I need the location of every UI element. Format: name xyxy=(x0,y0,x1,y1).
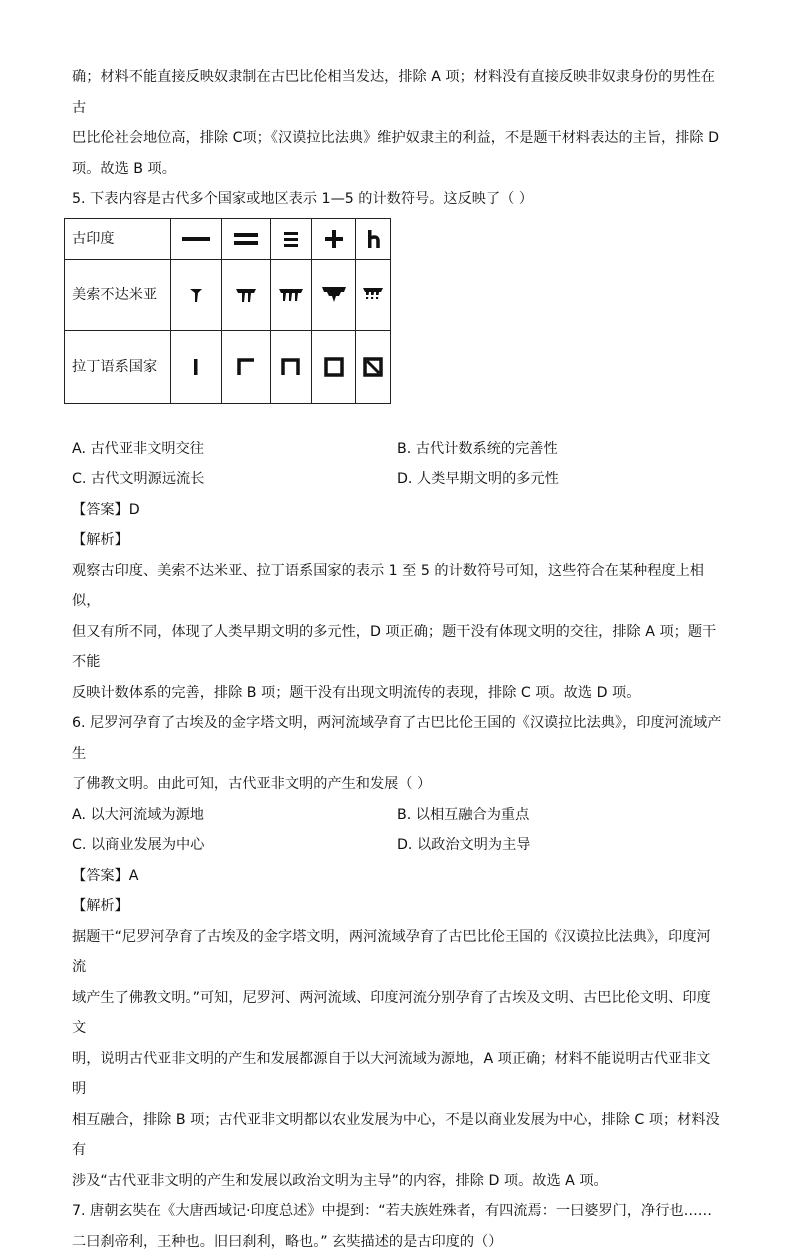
cuneiform-two-icon xyxy=(235,286,257,304)
analysis-line: 反映计数体系的完善，排除 B 项；题干没有出现文明流传的表现，排除 C 项。故选 D 项。 xyxy=(72,678,722,709)
option-b: B. 古代计数系统的完善性 xyxy=(397,434,722,465)
q6-stem: 了佛教文明。由此可知，古代亚非文明的产生和发展（ ） xyxy=(72,769,722,800)
table-row xyxy=(65,330,391,403)
intro-line: 项。故选 B 项。 xyxy=(72,154,722,185)
analysis-label: 【解析】 xyxy=(72,891,722,922)
brahmi-two-icon xyxy=(231,231,261,247)
option-d: D. 以政治文明为主导 xyxy=(397,830,722,861)
q5-stem: 5. 下表内容是古代多个国家或地区表示 1—5 的计数符号。这反映了（ ） xyxy=(72,184,722,215)
answer-label: 【答案】D xyxy=(72,495,722,526)
numeral-table xyxy=(64,218,391,404)
option-c: C. 以商业发展为中心 xyxy=(72,830,397,861)
analysis-line: 相互融合，排除 B 项；古代亚非文明都以农业发展为中心，不是以商业发展为中心，排除 C 项；材料没有 xyxy=(72,1105,722,1166)
answer-label: 【答案】A xyxy=(72,861,722,892)
cuneiform-one-icon xyxy=(189,286,203,304)
latin-two-icon xyxy=(235,356,257,378)
intro-line: 巴比伦社会地位高，排除 C项；《汉谟拉比法典》维护奴隶主的利益，不是题干材料表达的主旨，排除 D xyxy=(72,123,722,154)
cuneiform-four-icon xyxy=(321,284,347,306)
option-d: D. 人类早期文明的多元性 xyxy=(397,464,722,495)
row-label: 古印度 xyxy=(65,218,171,259)
analysis-line: 涉及“古代亚非文明的产生和发展以政治文明为主导”的内容，排除 D 项。故选 A 项。 xyxy=(72,1166,722,1197)
row-label: 美索不达米亚 xyxy=(65,259,171,330)
q6-options xyxy=(72,800,722,861)
q6-stem: 6. 尼罗河孕育了古埃及的金字塔文明，两河流域孕育了古巴比伦王国的《汉谟拉比法典》，印度河流域产生 xyxy=(72,708,722,769)
row-label: 拉丁语系国家 xyxy=(65,330,171,403)
analysis-line: 观察古印度、美索不达米亚、拉丁语系国家的表示 1 至 5 的计数符号可知，这些符合在某种程度上相似， xyxy=(72,556,722,617)
cuneiform-five-icon xyxy=(362,285,384,305)
brahmi-one-icon xyxy=(180,232,212,246)
latin-five-icon xyxy=(362,356,384,378)
analysis-line: 域产生了佛教文明。”可知，尼罗河、两河流域、印度河流分别孕育了古埃及文明、古巴比伦文明、印度文 xyxy=(72,983,722,1044)
latin-three-icon xyxy=(280,356,302,378)
analysis-label: 【解析】 xyxy=(72,525,722,556)
brahmi-four-icon xyxy=(323,228,345,250)
option-a: A. 以大河流域为源地 xyxy=(72,800,397,831)
brahmi-three-icon xyxy=(281,230,301,248)
option-c: C. 古代文明源远流长 xyxy=(72,464,397,495)
q7-stem: 二曰刹帝利，王种也。旧曰刹利，略也。” 玄奘描述的是古印度的（） xyxy=(72,1227,722,1257)
analysis-line: 但又有所不同，体现了人类早期文明的多元性，D 项正确；题干没有体现文明的交往，排除 A 项；题干不能 xyxy=(72,617,722,678)
brahmi-five-icon xyxy=(365,228,381,250)
analysis-line: 据题干“尼罗河孕育了古埃及的金字塔文明，两河流域孕育了古巴比伦王国的《汉谟拉比法典》，印度河流 xyxy=(72,922,722,983)
table-row xyxy=(65,218,391,259)
q7-stem: 7. 唐朝玄奘在《大唐西域记·印度总述》中提到：“若夫族姓殊者，有四流焉：一曰婆罗门，净行也…… xyxy=(72,1196,722,1227)
exam-page xyxy=(72,62,722,1257)
latin-four-icon xyxy=(323,356,345,378)
latin-one-icon xyxy=(191,356,201,378)
option-a: A. 古代亚非文明交往 xyxy=(72,434,397,465)
analysis-line: 明，说明古代亚非文明的产生和发展都源自于以大河流域为源地，A 项正确；材料不能说明古代亚非文明 xyxy=(72,1044,722,1105)
intro-line: 确；材料不能直接反映奴隶制在古巴比伦相当发达，排除 A 项；材料没有直接反映非奴隶身份的男性在古 xyxy=(72,62,722,123)
table-row xyxy=(65,259,391,330)
q5-options xyxy=(72,434,722,495)
option-b: B. 以相互融合为重点 xyxy=(397,800,722,831)
cuneiform-three-icon xyxy=(278,286,304,304)
